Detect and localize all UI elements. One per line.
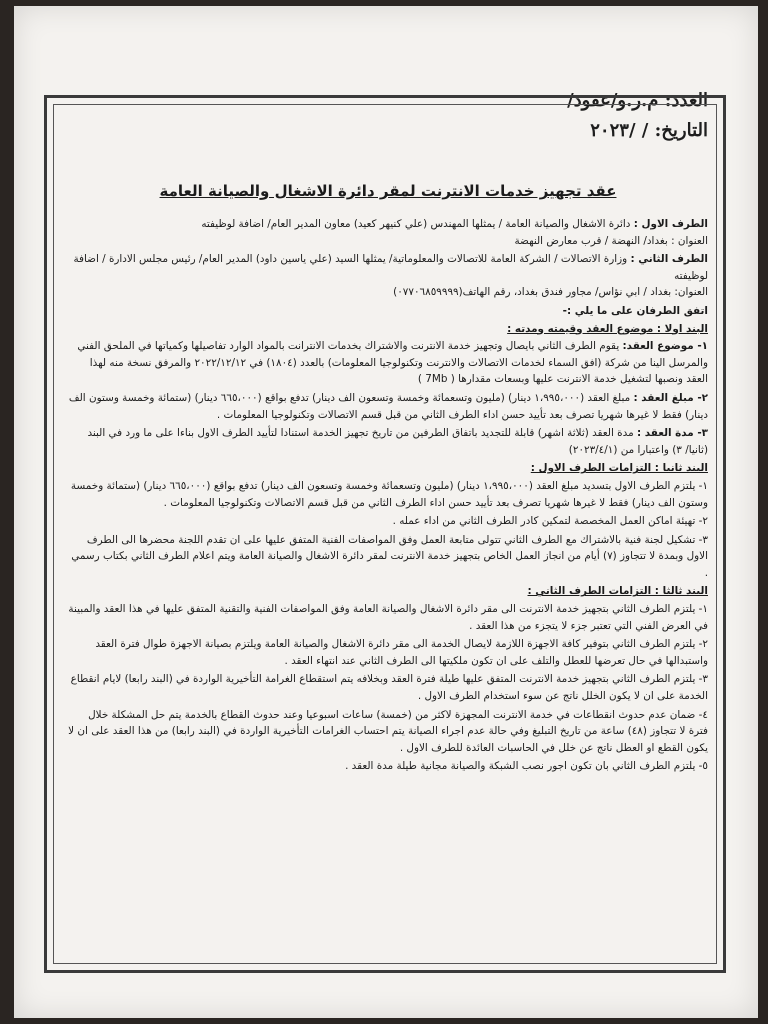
clause-two-item: ١- يلتزم الطرف الاول بتسديد مبلغ العقد (١،٩٩٥،٠٠٠ دينار) (مليون وتسعمائة وخمسة وتسعون الف دينار) تدفع بواقع (٦٦٥،٠٠٠ دينار) (ستمائة وخمسة وستون الف دينار) فقط لا غيرها شهريا تصرف بعد تأييد حسن اداء الطرف الثاني من قبل قسم الاتصالات وتكنولوجيا المعلومات .	[70, 479, 708, 509]
party-two-address: العنوان: بغداد / ابي نؤاس/ مجاور فندق بغداد، رقم الهاتف(٠٧٧٠٦٨٥٩٩٩٩)	[393, 286, 708, 299]
party-one	[68, 216, 708, 249]
clause-two-item: ٢- تهيئة اماكن العمل المخصصة لتمكين كادر الطرف الثاني من اداء عمله .	[392, 515, 708, 528]
party-one-address: العنوان : بغداد/ النهضة / قرب معارض النهضة	[514, 234, 708, 247]
party-two	[68, 251, 708, 301]
clause-one-item	[68, 425, 708, 458]
clause-two-title: البند ثانيا : التزامات الطرف الاول :	[530, 462, 708, 475]
clause-one-item	[68, 338, 708, 388]
agreement-intro: اتفق الطرفان على ما يلي :-	[562, 304, 708, 317]
contract-body	[68, 180, 708, 952]
clause-item-label: ٣- مدة العقد :	[636, 427, 708, 440]
clause-three-item: ٢- يلتزم الطرف الثاني بتوفير كافة الاجهزة اللازمة لايصال الخدمة الى مقر دائرة الاشغال والصيانة العامة ويلتزم بصيانة الاجهزة طوال فترة العقد واستبدالها في حال تعرضها للعطل والتلف على ان تكون ملكيتها الى الطرف الثاني عند انتهاء العقد .	[95, 638, 708, 667]
clause-three-item: ٣- يلتزم الطرف الثاني بتجهيز خدمة الانترنت المتفق عليها طيلة فترة العقد وبخلافه يتم استقطاع الغرامة التأخيرية الواردة في (البند رابعا) لايام انقطاع الخدمة على ان لا يكون الخلل ناتج عن سوء استخدام الطرف الاول .	[70, 673, 708, 703]
clause-item-text: يقوم الطرف الثاني بايصال وتجهيز خدمة الانترنت والاشتراك بخدمات الانترانت بالمواد الوارد تفاصيلها وكمياتها في الملحق الفني والمرسل الينا من شركة (افق السماء لخدمات الاتصالات والانترنت وتكنولوجيا المعلومات) بالعدد (١٨٠٤) في ٢٠٢٢/١٢/١٢ والمرفق نسخة منه لهذا العقد ونصبها لتشغيل خدمة الانترنت عليها وبسعات مقدارها ( 7Mb )	[77, 340, 708, 386]
clause-one-item	[68, 390, 708, 423]
party-two-label: الطرف الثاني :	[630, 253, 708, 266]
clause-two-item: ٣- تشكيل لجنة فنية بالاشتراك مع الطرف الثاني تتولى متابعة العمل وفق المواصفات الفنية المتفق عليها على ان تقدم اللجنة محضرها الى الطرف الاول وبمدة لا تتجاوز (٧) أيام من انجاز العمل الخاص بتجهيز خدمة الانترنت لمقر دائرة الاشغال والصيانة العامة ويتم اعلام الطرف الثاني بكتاب رسمي .	[71, 533, 708, 579]
reference-number: العدد: م.ر.و/عقود/	[567, 90, 708, 111]
clause-item-text: مدة العقد (ثلاثة اشهر) قابلة للتجديد باتفاق الطرفين من تاريخ تجهيز الخدمة استنادا لتأييد الطرف الاول بناءا على ما ورد في البند (ثانيا/ ٣) واعتبارا من (٢٠٢٣/٤/١)	[87, 427, 708, 456]
clause-three-title: البند ثالثا : التزامات الطرف الثاني :	[527, 585, 708, 598]
document-date: التاريخ: / /٢٠٢٣	[590, 120, 708, 141]
clause-item-label: ١- موضوع العقد:	[622, 340, 708, 353]
party-one-label: الطرف الاول :	[633, 218, 708, 230]
clause-three-item: ١- يلتزم الطرف الثاني بتجهيز خدمة الانترنت الى مقر دائرة الاشغال والصيانة العامة وفق المواصفات الفنية والتقنية المتفق عليها في هذا العقد والمبينة في العرض الفني التي تعتبر جزء لا يتجزء من هذا العقد .	[68, 603, 708, 632]
clause-three-item: ٥- يلتزم الطرف الثاني بان تكون اجور نصب الشبكة والصيانة مجانية طيلة مدة العقد .	[345, 760, 708, 773]
clause-item-text: مبلغ العقد (١،٩٩٥،٠٠٠ دينار) (مليون وتسعمائة وخمسة وتسعون الف دينار) تدفع بواقع (٦٦٥،٠٠٠ دينار) (ستمائة وخمسة وستون الف دينار) فقط لا غيرها شهريا تصرف بعد تأييد حسن اداء الطرف الثاني من قبل قسم الاتصالات وتكنولوجيا المعلومات .	[68, 391, 708, 421]
clause-item-label: ٢- مبلغ العقد :	[633, 391, 708, 404]
clause-three-item: ٤- ضمان عدم حدوث انقطاعات في خدمة الانترنت المجهزة لاكثر من (خمسة) ساعات اسبوعيا وعند حدوث القطاع بالخدمة يتم حل المشكلة خلال فترة لا تتجاوز (٤٨) ساعة من تاريخ التبليغ وفي حالة عدم اجراء الصيانة يتم احتساب الغرامات التأخيرية الواردة في (البند رابعا) من هذا العقد على ان لا يكون القطع او العطل ناتج عن خلل في الحاسبات العائدة للطرف الاول .	[68, 708, 708, 754]
party-one-text: دائرة الاشغال والصيانة العامة / يمثلها المهندس (علي كنيهر كعيد) معاون المدير العام/ اضافة لوظيفته	[201, 218, 631, 230]
contract-title: عقد تجهيز خدمات الانترنت لمقر دائرة الاشغال والصيانة العامة	[159, 182, 617, 200]
party-two-text: وزارة الاتصالات / الشركة العامة للاتصالات والمعلوماتية/ يمثلها السيد (علي ياسين داود) المدير العام/ رئيس مجلس الادارة / اضافة لوظيفته	[73, 253, 708, 282]
clause-one-title: البند اولا : موضوع العقد وقيمته ومدته :	[507, 322, 708, 335]
